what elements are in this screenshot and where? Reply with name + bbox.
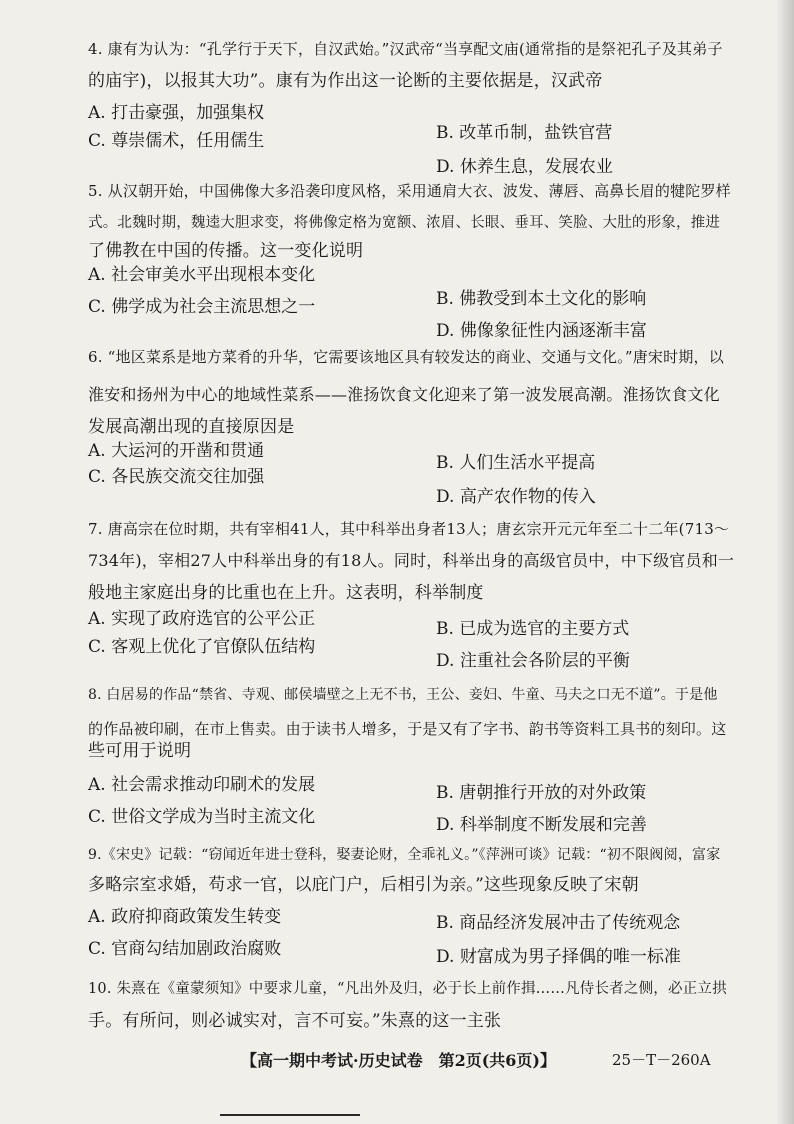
question-9-option-c: C. 官商勾结加剧政治腐败 — [88, 939, 282, 959]
question-10-line-2: 手。有所问，则必诚实对，言不可妄。”朱熹的这一主张 — [88, 1011, 502, 1031]
question-8-option-c: C. 世俗文学成为当时主流文化 — [88, 807, 316, 827]
question-8-line-2: 的作品被印刷，在市上售卖。由于读书人增多，于是又有了字书、韵书等资料工具书的刻印。这 — [88, 720, 727, 738]
question-5-line-2: 式。北魏时期，魏逵大胆求变，将佛像定格为宽额、浓眉、长眼、垂耳、笑脸、大肚的形象，推进 — [88, 215, 721, 231]
bottom-divider — [220, 1114, 360, 1116]
question-8-option-d: D. 科举制度不断发展和完善 — [436, 815, 647, 835]
question-4-option-b: B. 改革币制，盐铁官营 — [436, 123, 613, 143]
question-8-option-a: A. 社会需求推动印刷术的发展 — [88, 775, 316, 795]
question-5-line-3: 了佛教在中国的传播。这一变化说明 — [88, 241, 364, 261]
question-8-option-b: B. 唐朝推行开放的对外政策 — [436, 783, 647, 803]
question-7-option-d: D. 注重社会各阶层的平衡 — [436, 651, 630, 671]
question-4-option-c: C. 尊崇儒术，任用儒生 — [88, 131, 265, 151]
question-9-option-d: D. 财富成为男子择偶的唯一标准 — [436, 947, 681, 967]
question-9-option-b: B. 商品经济发展冲击了传统观念 — [436, 913, 681, 933]
question-9-line-1: 9.《宋史》记载：“窃闻近年进士登科，娶妻论财，全乖礼义。”《萍洲可谈》记载：“初不限阀阅，富家 — [88, 847, 721, 863]
question-6-line-2: 淮安和扬州为中心的地域性菜系——淮扬饮食文化迎来了第一波发展高潮。淮扬饮食文化 — [88, 385, 720, 404]
question-4-line-2: 的庙宇)，以报其大功”。康有为作出这一论断的主要依据是，汉武帝 — [88, 71, 603, 91]
page-footer-label: 【高一期中考试·历史试卷 第2页(共6页)】 — [241, 1051, 556, 1070]
question-8-line-1: 8. 白居易的作品“禁省、寺观、邮侯墙壁之上无不书，王公、妾妇、牛童、马夫之口无不道”。于是他 — [88, 687, 718, 703]
question-5-option-c: C. 佛学成为社会主流思想之一 — [88, 297, 316, 317]
question-4-option-d: D. 休养生息，发展农业 — [436, 157, 613, 177]
question-6-option-b: B. 人们生活水平提高 — [436, 453, 596, 473]
question-7-option-b: B. 已成为选官的主要方式 — [436, 619, 630, 639]
page-edge-shadow — [776, 0, 794, 1124]
question-7-line-2: 734年)，宰相27人中科举出身的有18人。同时，科举出身的高级官员中，中下级官员和一 — [88, 551, 735, 570]
question-9-option-a: A. 政府抑商政策发生转变 — [88, 907, 282, 927]
question-7-line-1: 7. 唐高宗在位时期，共有宰相41人，其中科举出身者13人；唐玄宗开元元年至二十二年(713～ — [88, 520, 730, 538]
question-5-option-b: B. 佛教受到本土文化的影响 — [436, 289, 647, 309]
question-10-line-1: 10. 朱熹在《童蒙须知》中要求儿童，“凡出外及归，必于长上前作揖……凡侍长者之侧，必正立拱 — [88, 981, 727, 997]
question-5-option-d: D. 佛像象征性内涵逐渐丰富 — [436, 321, 647, 341]
question-7-option-a: A. 实现了政府选官的公平公正 — [88, 609, 316, 629]
question-8-line-3: 些可用于说明 — [88, 741, 192, 761]
question-6-line-3: 发展高潮出现的直接原因是 — [88, 417, 295, 437]
question-9-line-2: 多略宗室求婚，苟求一官，以庇门户，后相引为亲。”这些现象反映了宋朝 — [88, 875, 639, 895]
question-7-line-3: 般地主家庭出身的比重也在上升。这表明，科举制度 — [88, 583, 484, 603]
question-4-option-a: A. 打击豪强，加强集权 — [88, 103, 265, 123]
question-5-line-1: 5. 从汉朝开始，中国佛像大多沿袭印度风格，采用通肩大衣、波发、薄唇、高鼻长眉的犍陀罗样 — [88, 182, 731, 200]
question-6-option-a: A. 大运河的开凿和贯通 — [88, 441, 265, 461]
question-6-option-d: D. 高产农作物的传入 — [436, 487, 596, 507]
question-6-line-1: 6. “地区菜系是地方菜肴的升华，它需要该地区具有较发达的商业、交通与文化。”唐宋时期，以 — [88, 348, 724, 366]
question-5-option-a: A. 社会审美水平出现根本变化 — [88, 265, 316, 285]
question-6-option-c: C. 各民族交流交往加强 — [88, 467, 265, 487]
question-7-option-c: C. 客观上优化了官僚队伍结构 — [88, 637, 316, 657]
exam-code: 25－T－260A — [612, 1051, 711, 1069]
question-4-line-1: 4. 康有为认为：“孔学行于天下，自汉武始。”汉武帝“当享配文庙(通常指的是祭祀孔子及其弟子 — [88, 40, 723, 58]
